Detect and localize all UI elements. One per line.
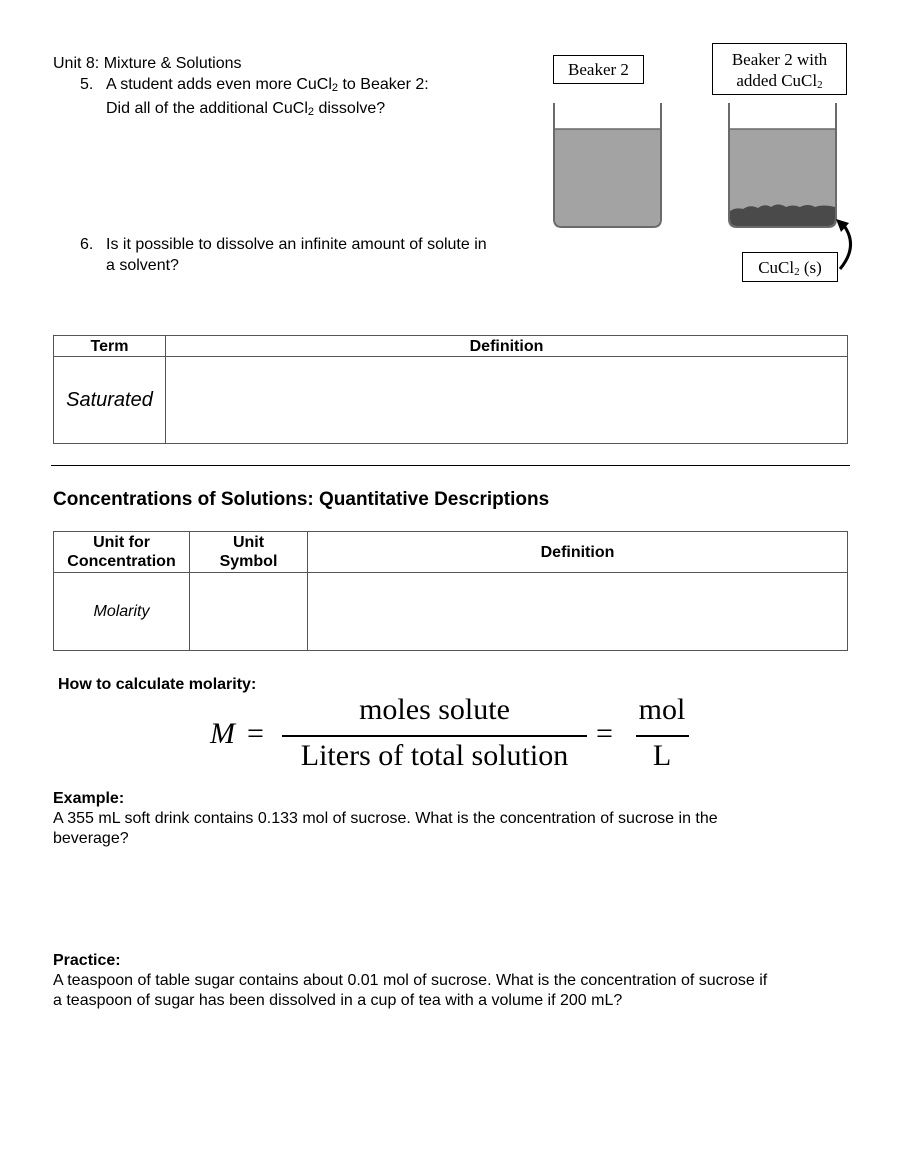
example-line1: A 355 mL soft drink contains 0.133 mol of sucrose. What is the concentration of sucrose in the (53, 810, 718, 827)
q5-line1-text: A student adds even more CuCl (106, 76, 332, 93)
practice-line1: A teaspoon of table sugar contains about 0.01 mol of sucrose. What is the concentration of sucrose if (53, 972, 768, 989)
term-header: Term (54, 336, 166, 357)
q5-line1-end: to Beaker 2: (338, 76, 429, 93)
unit-title: Unit 8: Mixture & Solutions (53, 55, 242, 72)
q6-line2: a solvent? (106, 257, 179, 274)
beaker-2-label: Beaker 2 (553, 55, 644, 84)
section-title: Concentrations of Solutions: Quantitative Descriptions (53, 489, 550, 510)
q5-line1 (106, 75, 429, 98)
cucl2-solid-label-text: CuCl (758, 258, 795, 277)
beaker-2-with-label-line2-subscript: 2 (817, 79, 823, 91)
formula-denominator: Liters of total solution (300, 739, 569, 772)
symbol-header-line1: Unit (232, 534, 265, 551)
formula-unit-denominator: L (652, 739, 672, 772)
unit-for-concentration-header (54, 532, 190, 573)
formula-lhs: M (210, 717, 235, 750)
unit-symbol-header (190, 532, 308, 573)
q5-line2 (106, 99, 385, 122)
practice-line2: a teaspoon of sugar has been dissolved in a cup of tea with a volume if 200 mL? (53, 992, 623, 1009)
q5-line2-end: dissolve? (314, 100, 386, 117)
unit-header-line2: Concentration (67, 553, 176, 570)
practice-heading: Practice: (53, 952, 121, 969)
q5-number: 5. (80, 76, 94, 93)
q6-number: 6. (80, 236, 94, 253)
example-heading: Example: (53, 790, 125, 807)
formula-numerator: moles solute (359, 693, 510, 726)
q5-line2-text: Did all of the additional CuCl (106, 100, 308, 117)
beaker-2-with-label-line2 (713, 70, 846, 96)
formula-fraction-bar (282, 735, 587, 737)
concentration-table (53, 531, 848, 651)
q5-line1-subscript: 2 (331, 82, 339, 94)
formula-unit-bar (636, 735, 689, 737)
definition-header: Definition (166, 336, 848, 357)
cucl2-undissolved-solid (730, 205, 835, 227)
beaker-2-with-cucl2-label (712, 43, 847, 95)
molarity-symbol-cell[interactable] (190, 573, 308, 651)
table-row (54, 357, 848, 444)
formula-unit-numerator: mol (638, 693, 686, 726)
symbol-header-line2: Symbol (219, 553, 278, 570)
cucl2-solid-label-subscript: 2 (794, 266, 800, 278)
example-line2: beverage? (53, 830, 129, 847)
formula-equals-1: = (247, 717, 264, 750)
q5-line2-subscript: 2 (307, 106, 315, 118)
term-saturated: Saturated (54, 357, 166, 444)
conc-definition-header: Definition (308, 532, 848, 573)
saturated-definition-cell[interactable] (166, 357, 848, 444)
q6-line1: Is it possible to dissolve an infinite amount of solute in (106, 236, 487, 253)
beaker-2-solution (555, 129, 660, 226)
molarity-heading: How to calculate molarity: (58, 676, 257, 693)
beaker-2-with-label-line2-text: added CuCl (736, 71, 818, 90)
molarity-cell: Molarity (54, 573, 190, 651)
cucl2-solid-label-end: (s) (799, 258, 822, 277)
beaker-2-with-label-line1: Beaker 2 with (731, 50, 828, 69)
unit-header-line1: Unit for (93, 534, 150, 551)
section-divider (51, 465, 850, 466)
beaker-figure (540, 95, 880, 285)
table-row (54, 573, 848, 651)
formula-equals-2: = (596, 717, 613, 750)
molarity-definition-cell[interactable] (308, 573, 848, 651)
term-table (53, 335, 848, 444)
